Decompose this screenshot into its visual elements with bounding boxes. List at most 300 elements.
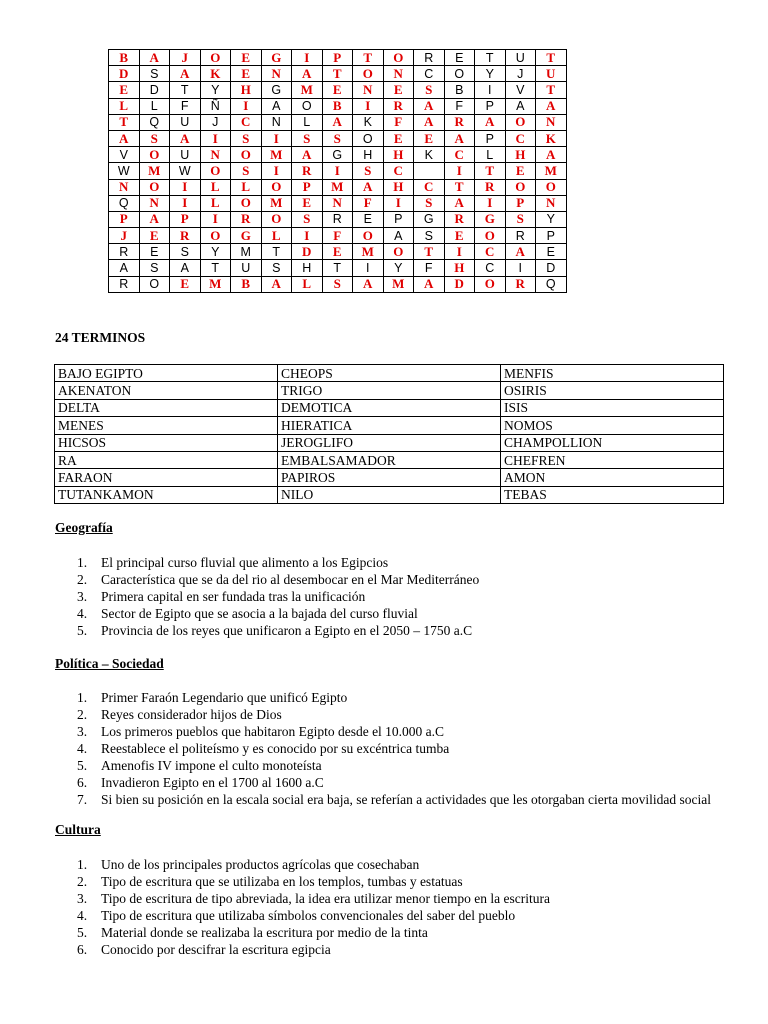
grid-cell: N (109, 179, 140, 195)
grid-cell: I (353, 260, 384, 276)
grid-cell: R (170, 228, 201, 244)
question-number: 4. (77, 741, 88, 756)
grid-cell: F (383, 114, 414, 130)
question-text: Tipo de escritura que utilizaba símbolos convencionales del saber del pueblo (101, 908, 516, 923)
grid-cell: L (200, 179, 231, 195)
grid-cell: J (505, 66, 536, 82)
grid-cell: A (353, 179, 384, 195)
grid-cell: A (536, 147, 567, 163)
question-item (55, 924, 735, 941)
question-text: Reyes considerador hijos de Dios (101, 707, 282, 722)
question-item (55, 622, 735, 639)
question-item (55, 791, 735, 808)
question-number: 3. (77, 724, 88, 739)
grid-cell: M (231, 244, 262, 260)
question-item (55, 757, 735, 774)
grid-cell: O (353, 130, 384, 146)
question-number: 6. (77, 942, 88, 957)
term-cell: CHAMPOLLION (501, 434, 724, 451)
grid-cell: A (353, 276, 384, 292)
grid-cell: A (383, 228, 414, 244)
grid-cell: L (475, 147, 506, 163)
grid-cell: C (414, 179, 445, 195)
grid-cell: L (109, 98, 140, 114)
section-title-politica-sociedad: Política – Sociedad (55, 656, 164, 671)
grid-cell: G (261, 82, 292, 98)
grid-cell: A (475, 114, 506, 130)
grid-cell: D (536, 260, 567, 276)
section-title-geografia: Geografía (55, 520, 113, 535)
grid-cell: I (170, 195, 201, 211)
grid-cell: U (170, 114, 201, 130)
grid-cell: S (170, 244, 201, 260)
grid-cell: Y (536, 211, 567, 227)
term-cell: MENFIS (501, 365, 724, 382)
grid-cell: O (292, 98, 323, 114)
grid-cell: H (383, 179, 414, 195)
grid-cell: A (109, 130, 140, 146)
grid-cell: K (200, 66, 231, 82)
grid-cell: O (475, 276, 506, 292)
grid-cell: E (231, 66, 262, 82)
section-title-cultura: Cultura (55, 822, 101, 837)
term-cell: TEBAS (501, 486, 724, 503)
grid-cell: V (505, 82, 536, 98)
grid-cell: A (505, 98, 536, 114)
question-number: 1. (77, 690, 88, 705)
terms-heading: 24 TERMINOS (55, 330, 146, 345)
grid-cell: C (444, 147, 475, 163)
grid-row (109, 163, 567, 179)
grid-cell: W (109, 163, 140, 179)
grid-cell: F (444, 98, 475, 114)
grid-cell: E (139, 244, 170, 260)
grid-cell: Y (200, 82, 231, 98)
grid-cell: C (231, 114, 262, 130)
grid-cell: O (353, 66, 384, 82)
question-item (55, 723, 735, 740)
grid-cell (414, 163, 445, 179)
grid-cell: E (322, 82, 353, 98)
grid-cell: A (536, 98, 567, 114)
question-item (55, 873, 735, 890)
question-item (55, 689, 735, 706)
grid-cell: O (200, 228, 231, 244)
grid-cell: S (292, 130, 323, 146)
grid-row (109, 228, 567, 244)
grid-cell: I (475, 82, 506, 98)
question-item (55, 605, 735, 622)
question-text: Invadieron Egipto en el 1700 al 1600 a.C (101, 775, 324, 790)
question-text: Primera capital en ser fundada tras la unificación (101, 589, 366, 604)
grid-cell: W (170, 163, 201, 179)
grid-cell: C (414, 66, 445, 82)
grid-cell: A (414, 276, 445, 292)
grid-cell: N (200, 147, 231, 163)
grid-cell: O (383, 50, 414, 66)
grid-cell: M (322, 179, 353, 195)
grid-cell: P (292, 179, 323, 195)
grid-cell: T (475, 50, 506, 66)
grid-cell: C (475, 244, 506, 260)
question-item (55, 774, 735, 791)
question-number: 4. (77, 908, 88, 923)
grid-cell: A (170, 260, 201, 276)
question-number: 3. (77, 891, 88, 906)
grid-cell: S (139, 260, 170, 276)
terms-row (55, 382, 724, 399)
grid-cell: U (536, 66, 567, 82)
term-cell: OSIRIS (501, 382, 724, 399)
grid-cell: Q (139, 114, 170, 130)
grid-cell: S (231, 130, 262, 146)
grid-cell: L (139, 98, 170, 114)
question-number: 5. (77, 925, 88, 940)
grid-cell: P (536, 228, 567, 244)
question-item (55, 588, 735, 605)
grid-cell: E (109, 82, 140, 98)
grid-cell: O (139, 179, 170, 195)
grid-cell: O (139, 276, 170, 292)
grid-cell: G (231, 228, 262, 244)
grid-cell: E (383, 130, 414, 146)
question-number: 5. (77, 623, 88, 638)
grid-row (109, 195, 567, 211)
question-text: Tipo de escritura que se utilizaba en los templos, tumbas y estatuas (101, 874, 463, 889)
term-cell: PAPIROS (278, 469, 501, 486)
grid-row (109, 147, 567, 163)
question-number: 1. (77, 555, 88, 570)
terms-table (54, 364, 724, 504)
grid-cell: N (322, 195, 353, 211)
grid-cell: R (444, 114, 475, 130)
grid-cell: S (322, 276, 353, 292)
grid-cell: A (414, 114, 445, 130)
grid-cell: S (139, 130, 170, 146)
grid-cell: C (383, 163, 414, 179)
grid-cell: B (109, 50, 140, 66)
grid-cell: A (505, 244, 536, 260)
grid-cell: B (322, 98, 353, 114)
question-number: 5. (77, 758, 88, 773)
grid-cell: M (139, 163, 170, 179)
grid-cell: E (231, 50, 262, 66)
term-cell: AMON (501, 469, 724, 486)
grid-cell: T (200, 260, 231, 276)
grid-cell: T (536, 82, 567, 98)
grid-cell: A (170, 130, 201, 146)
question-text: Conocido por descifrar la escritura egipcia (101, 942, 331, 957)
grid-cell: U (231, 260, 262, 276)
grid-cell: R (231, 211, 262, 227)
grid-cell: S (414, 82, 445, 98)
grid-cell: O (383, 244, 414, 260)
grid-cell: A (109, 260, 140, 276)
grid-row (109, 98, 567, 114)
grid-cell: M (292, 82, 323, 98)
grid-cell: S (139, 66, 170, 82)
grid-cell: N (261, 66, 292, 82)
grid-cell: E (139, 228, 170, 244)
grid-row (109, 244, 567, 260)
question-item (55, 907, 735, 924)
grid-cell: N (353, 82, 384, 98)
grid-cell: O (444, 66, 475, 82)
question-text: Material donde se realizaba la escritura por medio de la tinta (101, 925, 428, 940)
question-text: Los primeros pueblos que habitaron Egipto desde el 10.000 a.C (101, 724, 445, 739)
question-item (55, 740, 735, 757)
grid-cell: F (170, 98, 201, 114)
grid-cell: M (536, 163, 567, 179)
grid-cell: P (475, 98, 506, 114)
grid-cell: D (444, 276, 475, 292)
grid-cell: S (414, 195, 445, 211)
grid-row (109, 179, 567, 195)
grid-cell: M (200, 276, 231, 292)
grid-cell: F (414, 260, 445, 276)
question-text: Reestablece el politeísmo y es conocido por su excéntrica tumba (101, 741, 450, 756)
grid-cell: C (475, 260, 506, 276)
grid-cell: I (475, 195, 506, 211)
grid-cell: A (292, 66, 323, 82)
grid-cell: I (170, 179, 201, 195)
grid-cell: T (322, 66, 353, 82)
grid-cell: R (444, 211, 475, 227)
question-number: 2. (77, 707, 88, 722)
question-text: Tipo de escritura de tipo abreviada, la idea era utilizar menor tiempo en la escritura (101, 891, 550, 906)
grid-cell: E (383, 82, 414, 98)
grid-row (109, 114, 567, 130)
term-cell: RA (55, 451, 278, 468)
grid-cell: J (200, 114, 231, 130)
grid-cell: B (231, 276, 262, 292)
question-item (55, 941, 735, 958)
question-number: 7. (77, 792, 88, 807)
grid-cell: B (444, 82, 475, 98)
grid-cell: U (170, 147, 201, 163)
grid-cell: E (505, 163, 536, 179)
grid-cell: P (505, 195, 536, 211)
grid-cell: R (414, 50, 445, 66)
grid-cell: N (139, 195, 170, 211)
grid-cell: K (414, 147, 445, 163)
question-item (55, 571, 735, 588)
grid-cell: L (231, 179, 262, 195)
grid-cell: K (536, 130, 567, 146)
grid-cell: Q (109, 195, 140, 211)
grid-cell: J (109, 228, 140, 244)
terms-row (55, 451, 724, 468)
grid-row (109, 260, 567, 276)
grid-cell: I (444, 244, 475, 260)
question-number: 3. (77, 589, 88, 604)
grid-cell: R (109, 276, 140, 292)
grid-cell: I (353, 98, 384, 114)
grid-row (109, 130, 567, 146)
grid-cell: S (414, 228, 445, 244)
question-item (55, 706, 735, 723)
grid-cell: S (292, 211, 323, 227)
grid-cell: A (322, 114, 353, 130)
grid-cell: R (505, 228, 536, 244)
term-cell: DEMOTICA (278, 399, 501, 416)
grid-cell: O (261, 179, 292, 195)
grid-cell: T (261, 244, 292, 260)
grid-cell: S (261, 260, 292, 276)
grid-cell: A (444, 130, 475, 146)
term-cell: MENES (55, 417, 278, 434)
term-cell: ISIS (501, 399, 724, 416)
grid-cell: E (444, 50, 475, 66)
question-text: Característica que se da del rio al desembocar en el Mar Mediterráneo (101, 572, 480, 587)
grid-cell: T (109, 114, 140, 130)
grid-cell: T (536, 50, 567, 66)
term-cell: FARAON (55, 469, 278, 486)
question-text: Provincia de los reyes que unificaron a Egipto en el 2050 – 1750 a.C (101, 623, 473, 638)
grid-cell: H (292, 260, 323, 276)
grid-cell: E (322, 244, 353, 260)
term-cell: CHEFREN (501, 451, 724, 468)
grid-cell: Ñ (200, 98, 231, 114)
grid-cell: A (444, 195, 475, 211)
grid-cell: T (170, 82, 201, 98)
grid-cell: E (292, 195, 323, 211)
grid-cell: R (383, 98, 414, 114)
grid-cell: R (322, 211, 353, 227)
grid-cell: D (139, 82, 170, 98)
grid-cell: R (109, 244, 140, 260)
grid-cell: I (505, 260, 536, 276)
grid-cell: M (383, 276, 414, 292)
grid-cell: H (353, 147, 384, 163)
grid-cell: O (139, 147, 170, 163)
grid-cell: G (475, 211, 506, 227)
grid-cell: O (505, 114, 536, 130)
grid-cell: S (353, 163, 384, 179)
grid-cell: I (231, 98, 262, 114)
grid-cell: M (353, 244, 384, 260)
grid-cell: A (139, 211, 170, 227)
terms-row (55, 399, 724, 416)
grid-cell: Y (383, 260, 414, 276)
grid-cell: U (505, 50, 536, 66)
grid-cell: O (475, 228, 506, 244)
grid-cell: G (261, 50, 292, 66)
term-cell: AKENATON (55, 382, 278, 399)
grid-cell: D (109, 66, 140, 82)
grid-cell: P (383, 211, 414, 227)
grid-cell: I (200, 211, 231, 227)
grid-cell: N (261, 114, 292, 130)
grid-cell: I (322, 163, 353, 179)
question-number: 6. (77, 775, 88, 790)
terms-row (55, 486, 724, 503)
grid-cell: E (536, 244, 567, 260)
question-number: 2. (77, 874, 88, 889)
grid-cell: K (353, 114, 384, 130)
grid-cell: S (505, 211, 536, 227)
grid-row (109, 82, 567, 98)
grid-cell: R (505, 276, 536, 292)
grid-cell: R (292, 163, 323, 179)
grid-cell: L (261, 228, 292, 244)
grid-cell: T (322, 260, 353, 276)
grid-cell: T (353, 50, 384, 66)
term-cell: CHEOPS (278, 365, 501, 382)
word-search-grid (108, 49, 567, 293)
grid-cell: P (322, 50, 353, 66)
term-cell: HIERATICA (278, 417, 501, 434)
grid-cell: Y (200, 244, 231, 260)
grid-cell: I (200, 130, 231, 146)
grid-cell: F (322, 228, 353, 244)
grid-cell: A (261, 276, 292, 292)
grid-cell: I (292, 228, 323, 244)
term-cell: EMBALSAMADOR (278, 451, 501, 468)
grid-cell: V (109, 147, 140, 163)
grid-cell: G (322, 147, 353, 163)
grid-cell: N (536, 114, 567, 130)
grid-cell: I (383, 195, 414, 211)
grid-cell: A (292, 147, 323, 163)
grid-cell: A (414, 98, 445, 114)
grid-cell: E (170, 276, 201, 292)
grid-cell: C (505, 130, 536, 146)
grid-cell: M (261, 147, 292, 163)
grid-cell: O (231, 195, 262, 211)
question-list-cultura (55, 856, 735, 958)
question-text: Primer Faraón Legendario que unificó Egipto (101, 690, 348, 705)
grid-cell: O (505, 179, 536, 195)
term-cell: DELTA (55, 399, 278, 416)
grid-cell: E (414, 130, 445, 146)
term-cell: TUTANKAMON (55, 486, 278, 503)
grid-cell: T (444, 179, 475, 195)
grid-cell: L (292, 276, 323, 292)
terms-row (55, 469, 724, 486)
question-list-politica-sociedad (55, 689, 735, 808)
grid-cell: I (292, 50, 323, 66)
grid-cell: Q (536, 276, 567, 292)
grid-cell: G (414, 211, 445, 227)
question-item (55, 856, 735, 873)
question-number: 2. (77, 572, 88, 587)
grid-cell: A (139, 50, 170, 66)
grid-cell: T (475, 163, 506, 179)
grid-row (109, 50, 567, 66)
term-cell: BAJO EGIPTO (55, 365, 278, 382)
grid-cell: L (292, 114, 323, 130)
terms-row (55, 365, 724, 382)
grid-cell: O (231, 147, 262, 163)
grid-cell: D (292, 244, 323, 260)
grid-cell: E (444, 228, 475, 244)
grid-cell: H (444, 260, 475, 276)
term-cell: TRIGO (278, 382, 501, 399)
grid-cell: O (536, 179, 567, 195)
grid-cell: I (261, 130, 292, 146)
grid-cell: O (200, 163, 231, 179)
question-text: Uno de los principales productos agrícolas que cosechaban (101, 857, 420, 872)
question-item (55, 890, 735, 907)
grid-cell: E (353, 211, 384, 227)
question-text: Sector de Egipto que se asocia a la bajada del curso fluvial (101, 606, 418, 621)
grid-cell: O (200, 50, 231, 66)
grid-cell: N (536, 195, 567, 211)
grid-cell: A (170, 66, 201, 82)
grid-cell: P (170, 211, 201, 227)
grid-cell: A (261, 98, 292, 114)
